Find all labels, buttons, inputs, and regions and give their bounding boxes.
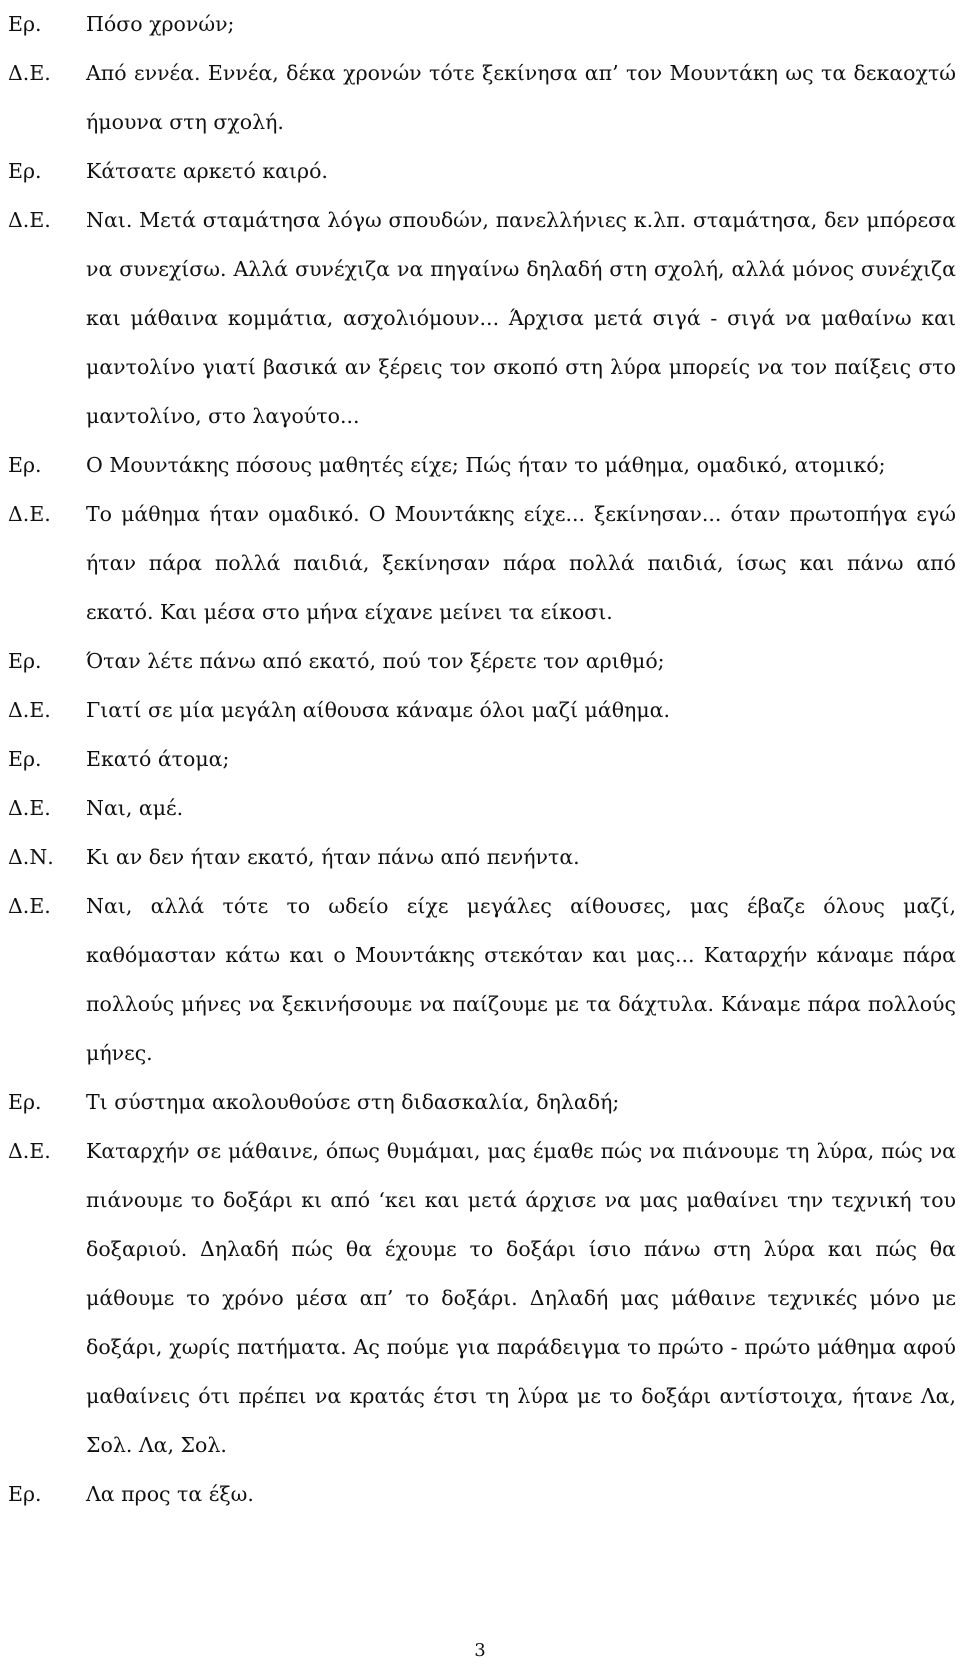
utterance-text: Κάτσατε αρκετό καιρό. — [86, 159, 328, 183]
utterance-text: Ναι, αλλά τότε το ωδείο είχε μεγάλες αίθουσες, μας έβαζε όλους μαζί, καθόμασταν κάτω και ο Μουντάκης στεκόταν και μας... Καταρχήν κάναμε πάρα πολλούς μήνες να ξεκινήσουμε να παίζουμε με τα δάχτυλα. Κάναμε πάρα πολλούς μήνες. — [86, 894, 956, 1065]
utterance-text: Το μάθημα ήταν ομαδικό. Ο Μουντάκης είχε... ξεκίνησαν... όταν πρωτοπήγα εγώ ήταν πάρα πολλά παιδιά, ξεκίνησαν πάρα πολλά παιδιά, ίσως και πάνω από εκατό. Και μέσα στο μήνα είχανε μείνει τα είκοσι. — [86, 502, 956, 624]
speaker-label: Ερ. — [8, 747, 42, 771]
transcript-entry — [8, 833, 958, 882]
speaker-label: Δ.Ε. — [8, 502, 51, 526]
transcript-entry — [8, 735, 958, 784]
speaker-label: Ερ. — [8, 1482, 42, 1506]
utterance-text: Εκατό άτομα; — [86, 747, 230, 771]
speaker-label: Δ.Ε. — [8, 698, 51, 722]
utterance-text: Από εννέα. Εννέα, δέκα χρονών τότε ξεκίνησα απ’ τον Μουντάκη ως τα δεκαοχτώ ήμουνα στη σχολή. — [86, 61, 956, 134]
speaker-label: Δ.Ε. — [8, 1139, 51, 1163]
speaker-label: Ερ. — [8, 12, 42, 36]
transcript-entry — [8, 882, 958, 1078]
speaker-label: Δ.Ε. — [8, 61, 51, 85]
utterance-text: Ναι. Μετά σταμάτησα λόγω σπουδών, πανελλήνιες κ.λπ. σταμάτησα, δεν μπόρεσα να συνεχίσω. Αλλά συνέχιζα να πηγαίνω δηλαδή στη σχολή, αλλά μόνος συνέχιζα και μάθαινα κομμάτια, ασχολιόμουν... Άρχισα μετά σιγά - σιγά να μαθαίνω και μαντολίνο γιατί βασικά αν ξέρεις τον σκοπό στη λύρα μπορείς να τον παίξεις στο μαντολίνο, στο λαγούτο... — [86, 208, 956, 428]
speaker-label: Δ.Ε. — [8, 894, 51, 918]
transcript-entry — [8, 784, 958, 833]
transcript-entry — [8, 686, 958, 735]
speaker-label: Ερ. — [8, 1090, 42, 1114]
speaker-label: Ερ. — [8, 453, 42, 477]
speaker-label: Ερ. — [8, 649, 42, 673]
utterance-text: Λα προς τα έξω. — [86, 1482, 254, 1506]
utterance-text: Τι σύστημα ακολουθούσε στη διδασκαλία, δηλαδή; — [86, 1090, 620, 1114]
transcript-entry — [8, 1127, 958, 1470]
transcript-entry — [8, 441, 958, 490]
transcript-entry — [8, 1078, 958, 1127]
speaker-label: Δ.Ε. — [8, 796, 51, 820]
utterance-text: Όταν λέτε πάνω από εκατό, πού τον ξέρετε τον αριθμό; — [86, 649, 665, 673]
utterance-text: Καταρχήν σε μάθαινε, όπως θυμάμαι, μας έμαθε πώς να πιάνουμε τη λύρα, πώς να πιάνουμε το δοξάρι κι από ‘κει και μετά άρχισε να μας μαθαίνει την τεχνική του δοξαριού. Δηλαδή πώς θα έχουμε το δοξάρι ίσιο πάνω στη λύρα και πώς θα μάθουμε το χρόνο μέσα απ’ το δοξάρι. Δηλαδή μας μάθαινε τεχνικές μόνο με δοξάρι, χωρίς πατήματα. Ας πούμε για παράδειγμα το πρώτο - πρώτο μάθημα αφού μαθαίνεις ότι πρέπει να κρατάς έτσι τη λύρα με το δοξάρι αντίστοιχα, ήτανε Λα, Σολ. Λα, Σολ. — [86, 1139, 956, 1457]
speaker-label: Δ.Ε. — [8, 208, 51, 232]
utterance-text: Κι αν δεν ήταν εκατό, ήταν πάνω από πενήντα. — [86, 845, 580, 869]
transcript-entry — [8, 1470, 958, 1519]
page-number: 3 — [474, 1640, 486, 1661]
speaker-label: Ερ. — [8, 159, 42, 183]
utterance-text: Γιατί σε μία μεγάλη αίθουσα κάναμε όλοι μαζί μάθημα. — [86, 698, 671, 722]
transcript-entry — [8, 147, 958, 196]
transcript-entry — [8, 637, 958, 686]
utterance-text: Πόσο χρονών; — [86, 12, 235, 36]
interview-transcript — [8, 0, 958, 1519]
speaker-label: Δ.Ν. — [8, 845, 54, 869]
transcript-entry — [8, 490, 958, 637]
transcript-entry — [8, 196, 958, 441]
transcript-entry — [8, 0, 958, 49]
utterance-text: Ναι, αμέ. — [86, 796, 184, 820]
transcript-entry — [8, 49, 958, 147]
utterance-text: Ο Μουντάκης πόσους μαθητές είχε; Πώς ήταν το μάθημα, ομαδικό, ατομικό; — [86, 453, 886, 477]
